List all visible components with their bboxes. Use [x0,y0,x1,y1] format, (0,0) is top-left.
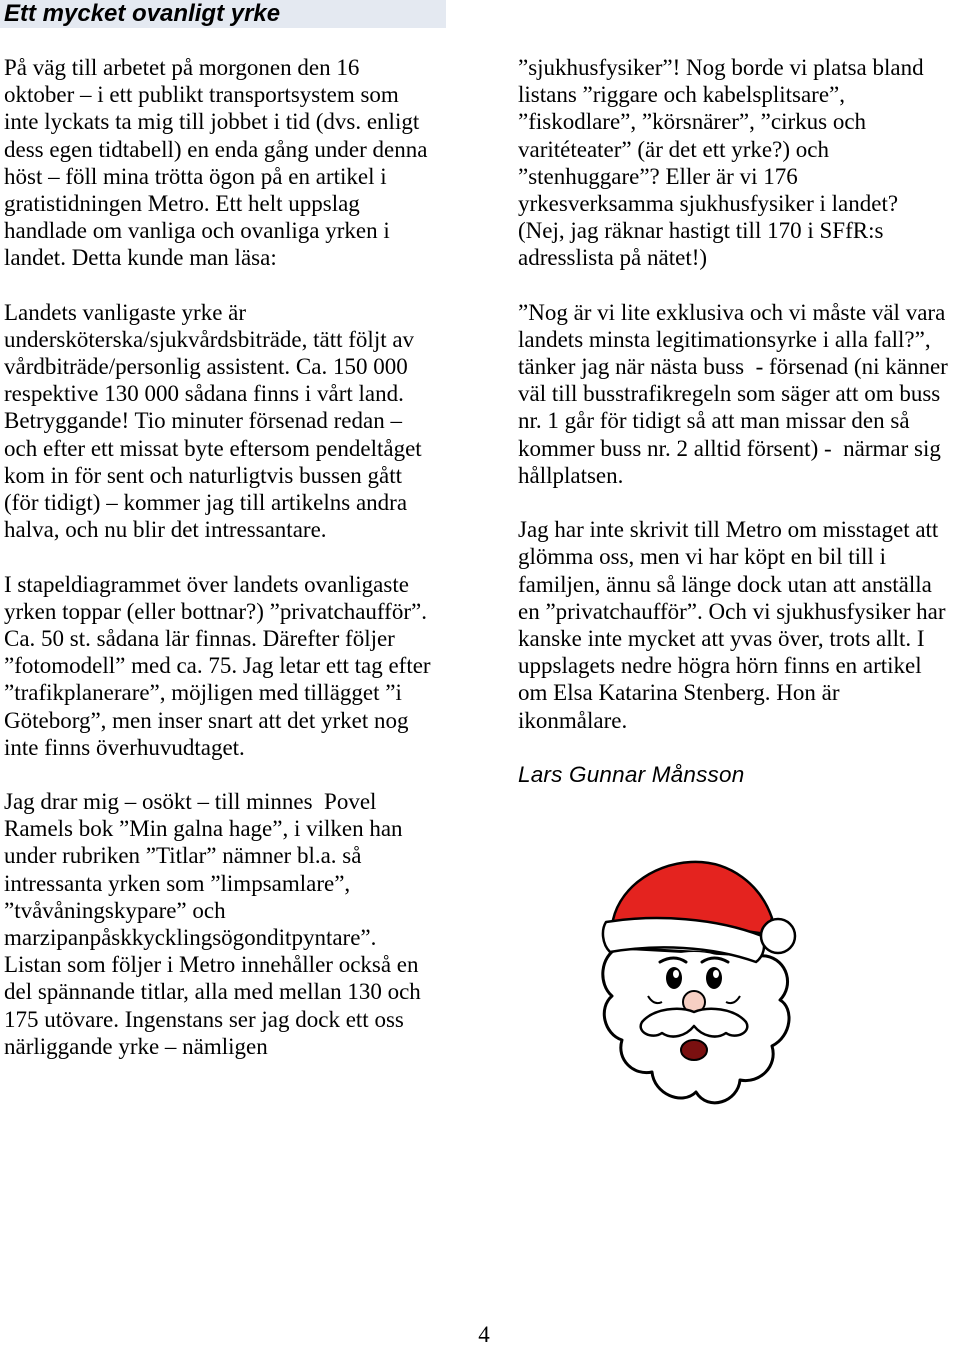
text-line: landet. Detta kunde man läsa: [4,245,277,271]
text-line: och efter ett missat byte eftersom pendeltåget [4,435,422,461]
text-line: närliggande yrke – nämligen [4,1033,268,1059]
paragraph [518,299,958,489]
text-line: vårdbiträde/personlig assistent. Ca. 150 000 [4,354,408,380]
santa-eye-highlight [673,970,679,978]
text-line: Jag har inte skrivit till Metro om misstaget att [518,517,939,543]
text-line: På väg till arbetet på morgonen den 16 [4,55,360,80]
text-line: yrkesverksamma sjukhusfysiker i landet? [518,190,899,216]
text-line: undersköterska/sjukvårdsbiträde, tätt följt av [4,326,415,352]
left-column [4,54,504,1087]
text-line: ”trafikplanerare”, möjligen med tillägget ”i [4,680,402,706]
text-line: I stapeldiagrammet över landets ovanligaste [4,571,409,597]
paragraph [4,299,504,544]
text-line: kanske inte mycket att yvas över, trots allt. I [518,625,925,651]
text-line: varitéteater” (är det ett yrke?) och [518,136,829,162]
text-line: kom in för sent och naturligtvis bussen gått [4,462,402,488]
text-line: glömma oss, men vi har köpt en bil till i [518,544,886,570]
article-title: Ett mycket ovanligt yrke [4,0,281,27]
text-line: kommer buss nr. 2 alltid försent) - närmar sig [518,435,941,461]
text-line: (Nej, jag räknar hastigt till 170 i SFfR:s [518,218,884,244]
text-line: hållplatsen. [518,462,624,488]
text-line: respektive 130 000 sådana finns i vårt land. [4,381,404,407]
text-line: ”fiskodlare”, ”körsnärer”, ”cirkus och [518,109,867,135]
text-line: landets minsta legitimationsyrke i alla fall?”, [518,326,931,352]
text-line: oktober – i ett publikt transportsystem som [4,82,399,108]
santa-eye-highlight [713,970,719,978]
text-line: del spännande titlar, alla med mellan 130 och [4,979,421,1005]
text-line: ”stenhuggare”? Eller är vi 176 [518,163,798,189]
text-line: tänker jag när nästa buss - försenad (ni känner [518,354,948,380]
text-line: adresslista på nätet!) [518,245,708,271]
text-line: dess egen tidtabell) en enda gång under denna [4,136,428,162]
text-line: Listan som följer i Metro innehåller också en [4,952,419,978]
text-line: listans ”riggare och kabelsplitsare”, [518,82,845,108]
paragraph [518,516,958,734]
text-line: halva, och nu blir det intressantare. [4,517,327,543]
text-line: Ramels bok ”Min galna hage”, i vilken han [4,816,403,842]
text-line: 175 utövare. Ingenstans ser jag dock ett oss [4,1006,404,1032]
text-line: (för tidigt) – kommer jag till artikelns andra [4,490,408,515]
text-line: höst – föll mina trötta ögon på en artikel i [4,163,387,189]
santa-claus-icon [596,856,800,1126]
text-line: ”fotomodell” med ca. 75. Jag letar ett tag efter [4,653,431,679]
text-line: inte lyckats ta mig till jobbet i tid (dvs. enligt [4,109,420,135]
text-line: familjen, ännu så länge dock utan att anställa [518,571,932,597]
text-line: gratistidningen Metro. Ett helt uppslag [4,190,360,216]
text-line: inte finns överhuvudtaget. [4,734,245,760]
paragraph [4,54,504,272]
text-line: ikonmålare. [518,707,628,733]
text-line: nr. 1 går för tidigt så att man missar den så [518,408,910,434]
paragraph [4,788,504,1060]
text-line: intressanta yrken som ”limpsamlare”, [4,870,351,896]
author-signature: Lars Gunnar Månsson [518,761,745,787]
text-line: Göteborg”, men inser snart att det yrket nog [4,707,409,733]
text-line: uppslagets nedre högra hörn finns en artikel [518,653,922,679]
text-line: yrken toppar (eller bottnar?) ”privatchaufför”. [4,598,427,624]
text-line: Jag drar mig – osökt – till minnes Povel [4,789,377,815]
text-line: Landets vanligaste yrke är [4,299,247,325]
right-column [518,54,958,788]
text-line: handlade om vanliga och ovanliga yrken i [4,218,390,244]
text-line: ”sjukhusfysiker”! Nog borde vi platsa bland [518,55,924,80]
text-line: ”Nog är vi lite exklusiva och vi måste väl vara [518,299,946,325]
paragraph [518,54,958,272]
text-line: väl till busstrafikregeln som säger att om buss [518,381,941,407]
santa-pompom [761,919,795,953]
text-line: om Elsa Katarina Stenberg. Hon är [518,680,840,706]
santa-eye [706,967,722,989]
santa-eye [666,967,682,989]
text-line: ”tvåvåningskypare” och [4,897,226,923]
page-number: 4 [478,1322,490,1347]
santa-mouth [681,1040,707,1060]
text-line: Betryggande! Tio minuter försenad redan – [4,408,402,434]
text-line: under rubriken ”Titlar” nämner bl.a. så [4,843,362,869]
paragraph [4,571,504,761]
text-line: en ”privatchaufför”. Och vi sjukhusfysiker har [518,598,946,624]
text-line: Ca. 50 st. sådana lär finnas. Därefter följer [4,625,395,651]
text-line: marzipanpåskkycklingsögonditpyntare”. [4,925,377,950]
